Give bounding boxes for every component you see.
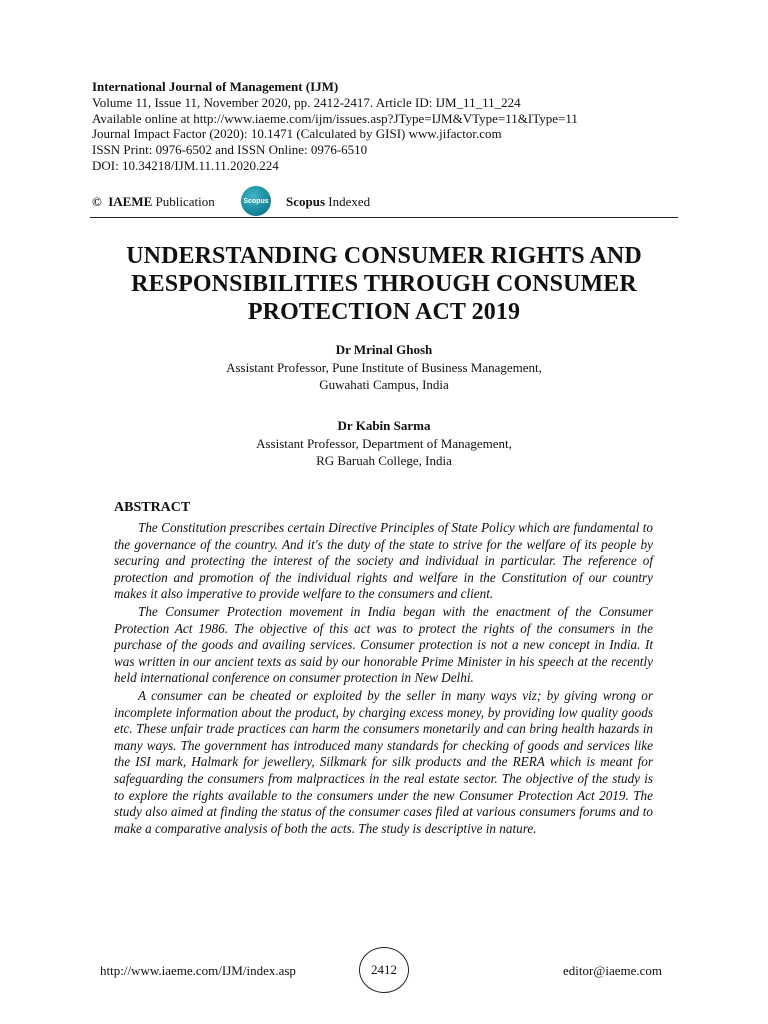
abstract-paragraph: A consumer can be cheated or exploited by the seller in many ways viz; by giving wrong or incomplete information about the product, by charging excess money, by providing low quality goods etc. These unfair trade practices can harm the consumers monetarily and can bring health hazards in many ways. The government has introduced many standards for checking of goods and services like the ISI mark, Halmark for jewellery, Silkmark for silk products and the RERA which is meant for safeguarding the consumers from malpractices in the real estate sector. The objective of the study is to explore the rights available to the consumers under the new Consumer Protection Act 2019. The study also aimed at finding the status of the consumer cases filed at various consumers forums and to make a comparative analysis of both the acts. The study is descriptive in nature. [114, 687, 653, 836]
author-affiliation: RG Baruah College, India [316, 453, 452, 468]
author-block [90, 341, 678, 394]
page-number: 2412 [359, 947, 409, 993]
scopus-label: Scopus [286, 194, 326, 209]
author-affiliation: Guwahati Campus, India [319, 377, 449, 392]
header-divider [90, 217, 678, 218]
publisher-name: IAEME [108, 194, 153, 209]
title-line: PROTECTION ACT 2019 [247, 299, 521, 325]
abstract-heading: ABSTRACT [114, 500, 191, 515]
author-name: Dr Mrinal Ghosh [335, 342, 433, 357]
scopus-suffix: Indexed [328, 194, 371, 209]
author-affiliation: Assistant Professor, Department of Management, [256, 435, 512, 451]
publication-row [92, 186, 692, 216]
abstract-body [114, 520, 653, 838]
journal-name: International Journal of Management (IJM) [92, 79, 339, 94]
title-line: RESPONSIBILITIES THROUGH CONSUMER [131, 271, 637, 297]
scopus-indexed [286, 194, 370, 210]
scopus-badge-text: Scopus [243, 197, 269, 205]
volume-line: Volume 11, Issue 11, November 2020, pp. 2412-2417. Article ID: IJM_11_11_224 [92, 94, 521, 110]
issn-line: ISSN Print: 0976-6502 and ISSN Online: 0976-6510 [92, 142, 368, 158]
scopus-logo-icon [241, 186, 271, 216]
available-online-line: Available online at http://www.iaeme.com/ijm/issues.asp?JType=IJM&VType=11&IType=11 [92, 110, 578, 126]
abstract-paragraph: The Consumer Protection movement in India began with the enactment of the Consumer Protection Act 1986. The objective of this act was to protect the rights of the consumers in the purchase of the goods and availing services. Consumer protection is not a new concept in India. It was written in our ancient texts as said by our honorable Prime Minister in his speech at the recently held international conference on consumer protection in New Delhi. [114, 603, 653, 686]
author-name: Dr Kabin Sarma [337, 418, 431, 433]
journal-header [92, 79, 692, 174]
paper-title [90, 242, 678, 326]
title-line: UNDERSTANDING CONSUMER RIGHTS AND [126, 243, 642, 269]
publisher-suffix: Publication [155, 194, 215, 209]
page-footer [100, 944, 668, 984]
footer-url[interactable]: http://www.iaeme.com/IJM/index.asp [100, 963, 296, 978]
doi-line: DOI: 10.34218/IJM.11.11.2020.224 [92, 157, 279, 173]
footer-email[interactable]: editor@iaeme.com [563, 963, 662, 978]
author-block [90, 417, 678, 470]
copyright-symbol: © [92, 194, 102, 209]
author-affiliation: Assistant Professor, Pune Institute of Business Management, [226, 359, 542, 375]
publisher-credit [92, 194, 215, 210]
impact-factor-line: Journal Impact Factor (2020): 10.1471 (Calculated by GISI) www.jifactor.com [92, 126, 502, 142]
abstract-paragraph: The Constitution prescribes certain Directive Principles of State Policy which are fundamental to the governance of the country. And it's the duty of the state to strive for the welfare of its people by securing and protecting the interest of the society and individual in particular. The reference of protection and promotion of the individual rights and welfare in the Constitution of our country makes it also imperative to provide welfare to the consumers and client. [114, 520, 653, 602]
